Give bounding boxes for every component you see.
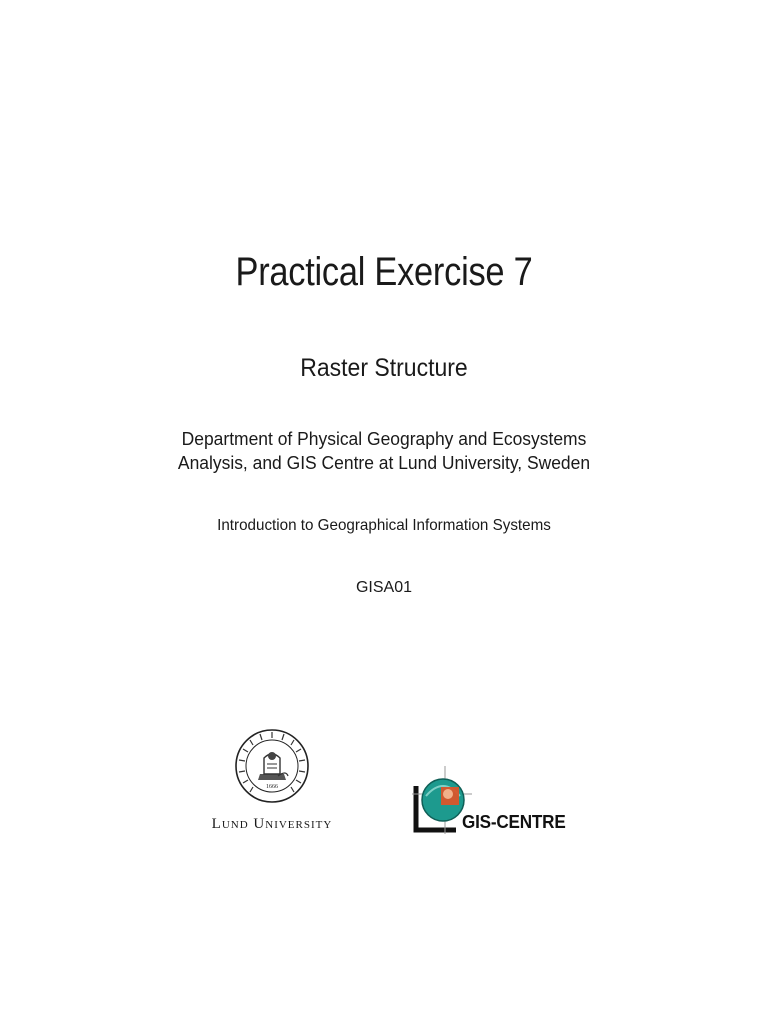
course-code: GISA01 (355, 579, 413, 596)
department-line-2: Analysis, and GIS Centre at Lund University, Sweden (177, 453, 591, 473)
department-line-1: Department of Physical Geography and Ecosystems (181, 429, 587, 449)
lund-university-logo (192, 728, 352, 838)
page-title: Practical Exercise 7 (235, 250, 533, 294)
gis-centre-name: GIS-CENTRE (462, 812, 566, 832)
gis-centre-logo (412, 766, 592, 838)
seal-year: 1666 (266, 784, 278, 790)
course-name: Introduction to Geographical Information Systems (217, 517, 551, 534)
page-subtitle: Raster Structure (300, 354, 468, 382)
lund-university-seal-icon (234, 728, 310, 804)
lund-university-name: Lund University (211, 816, 333, 832)
department-affiliation (12, 427, 757, 475)
